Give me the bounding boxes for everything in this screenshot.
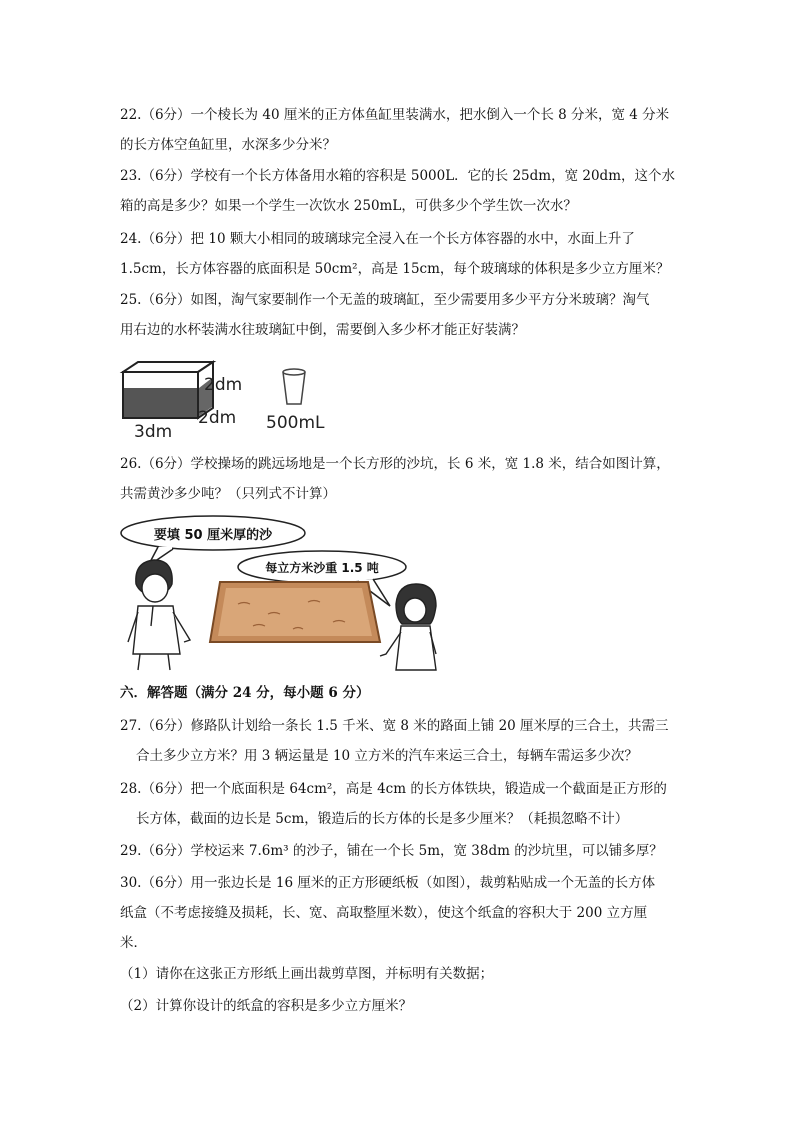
cup-icon: [283, 369, 305, 404]
q24-line2: 1.5cm，长方体容器的底面积是 50cm²，高是 15cm，每个玻璃球的体积是多少立方厘米？: [120, 261, 670, 277]
q23-line2: 箱的高是多少？如果一个学生一次饮水 250mL，可供多少个学生饮一次水？: [120, 198, 577, 214]
bubble-left-text: 要填 50 厘米厚的沙: [153, 528, 273, 543]
cup-label: 500mL: [266, 413, 325, 433]
q30-line2: 纸盒（不考虑接缝及损耗，长、宽、高取整厘米数），使这个纸盒的容积大于 200 立方厘: [120, 905, 648, 921]
q27-line2: 合土多少立方米？用 3 辆运量是 10 立方米的汽车来运三合土，每辆车需运多少次？: [136, 748, 638, 764]
q27-line1: 27.（6分）修路队计划给一条长 1.5 千米、宽 8 米的路面上铺 20 厘米厚的三合土，共需三: [120, 718, 669, 734]
q24-line1: 24.（6分）把 10 颗大小相同的玻璃球完全浸入在一个长方体容器的水中，水面上升了: [120, 231, 635, 247]
tank-length-label: 3dm: [134, 422, 173, 440]
sandpit-figure: [118, 514, 448, 674]
section-6-heading: 六．解答题（满分 24 分，每小题 6 分）: [120, 685, 370, 701]
q30-line1: 30.（6分）用一张边长是 16 厘米的正方形硬纸板（如图），裁剪粘贴成一个无盖的长方体: [120, 875, 656, 891]
q30-line3: 米．: [120, 935, 147, 951]
tank-width-label: 2dm: [198, 408, 237, 428]
q23-line1: 23.（6分）学校有一个长方体备用水箱的容积是 5000L．它的长 25dm，宽 20dm，这个水: [120, 168, 675, 184]
q26-line1: 26.（6分）学校操场的跳远场地是一个长方形的沙坑，长 6 米，宽 1.8 米，结合如图计算，: [120, 456, 670, 472]
q25-line1: 25.（6分）如图，淘气家要制作一个无盖的玻璃缸，至少需要用多少平方分米玻璃？淘气: [120, 292, 650, 308]
q22-line1: 22.（6分）一个棱长为 40 厘米的正方体鱼缸里装满水，把水倒入一个长 8 分米，宽 4 分米: [120, 107, 670, 123]
tank-cup-figure: [118, 358, 348, 440]
boy-figure: [128, 560, 190, 670]
tank-height-label: 2dm: [204, 375, 243, 395]
q26-line2: 共需黄沙多少吨？（只列式不计算）: [120, 486, 336, 502]
q25-line2: 用右边的水杯装满水往玻璃缸中倒，需要倒入多少杯才能正好装满？: [120, 322, 525, 338]
q30-sub1: （1）请你在这张正方形纸上画出裁剪草图，并标明有关数据；: [120, 966, 494, 982]
q28-line2: 长方体，截面的边长是 5cm，锻造后的长方体的长是多少厘米？（耗损忽略不计）: [136, 811, 629, 827]
sandpit-image: [210, 582, 380, 642]
bubble-right-text: 每立方米沙重 1.5 吨: [265, 561, 379, 575]
q29-line1: 29.（6分）学校运来 7.6m³ 的沙子，铺在一个长 5m，宽 38dm 的沙坑里，可以铺多厚？: [120, 843, 663, 859]
q28-line1: 28.（6分）把一个底面积是 64cm²，高是 4cm 的长方体铁块，锻造成一个截面是正方形的: [120, 781, 667, 797]
q22-line2: 的长方体空鱼缸里，水深多少分米？: [120, 137, 336, 153]
q30-sub2: （2）计算你设计的纸盒的容积是多少立方厘米？: [120, 998, 413, 1014]
girl-figure: [380, 584, 436, 670]
